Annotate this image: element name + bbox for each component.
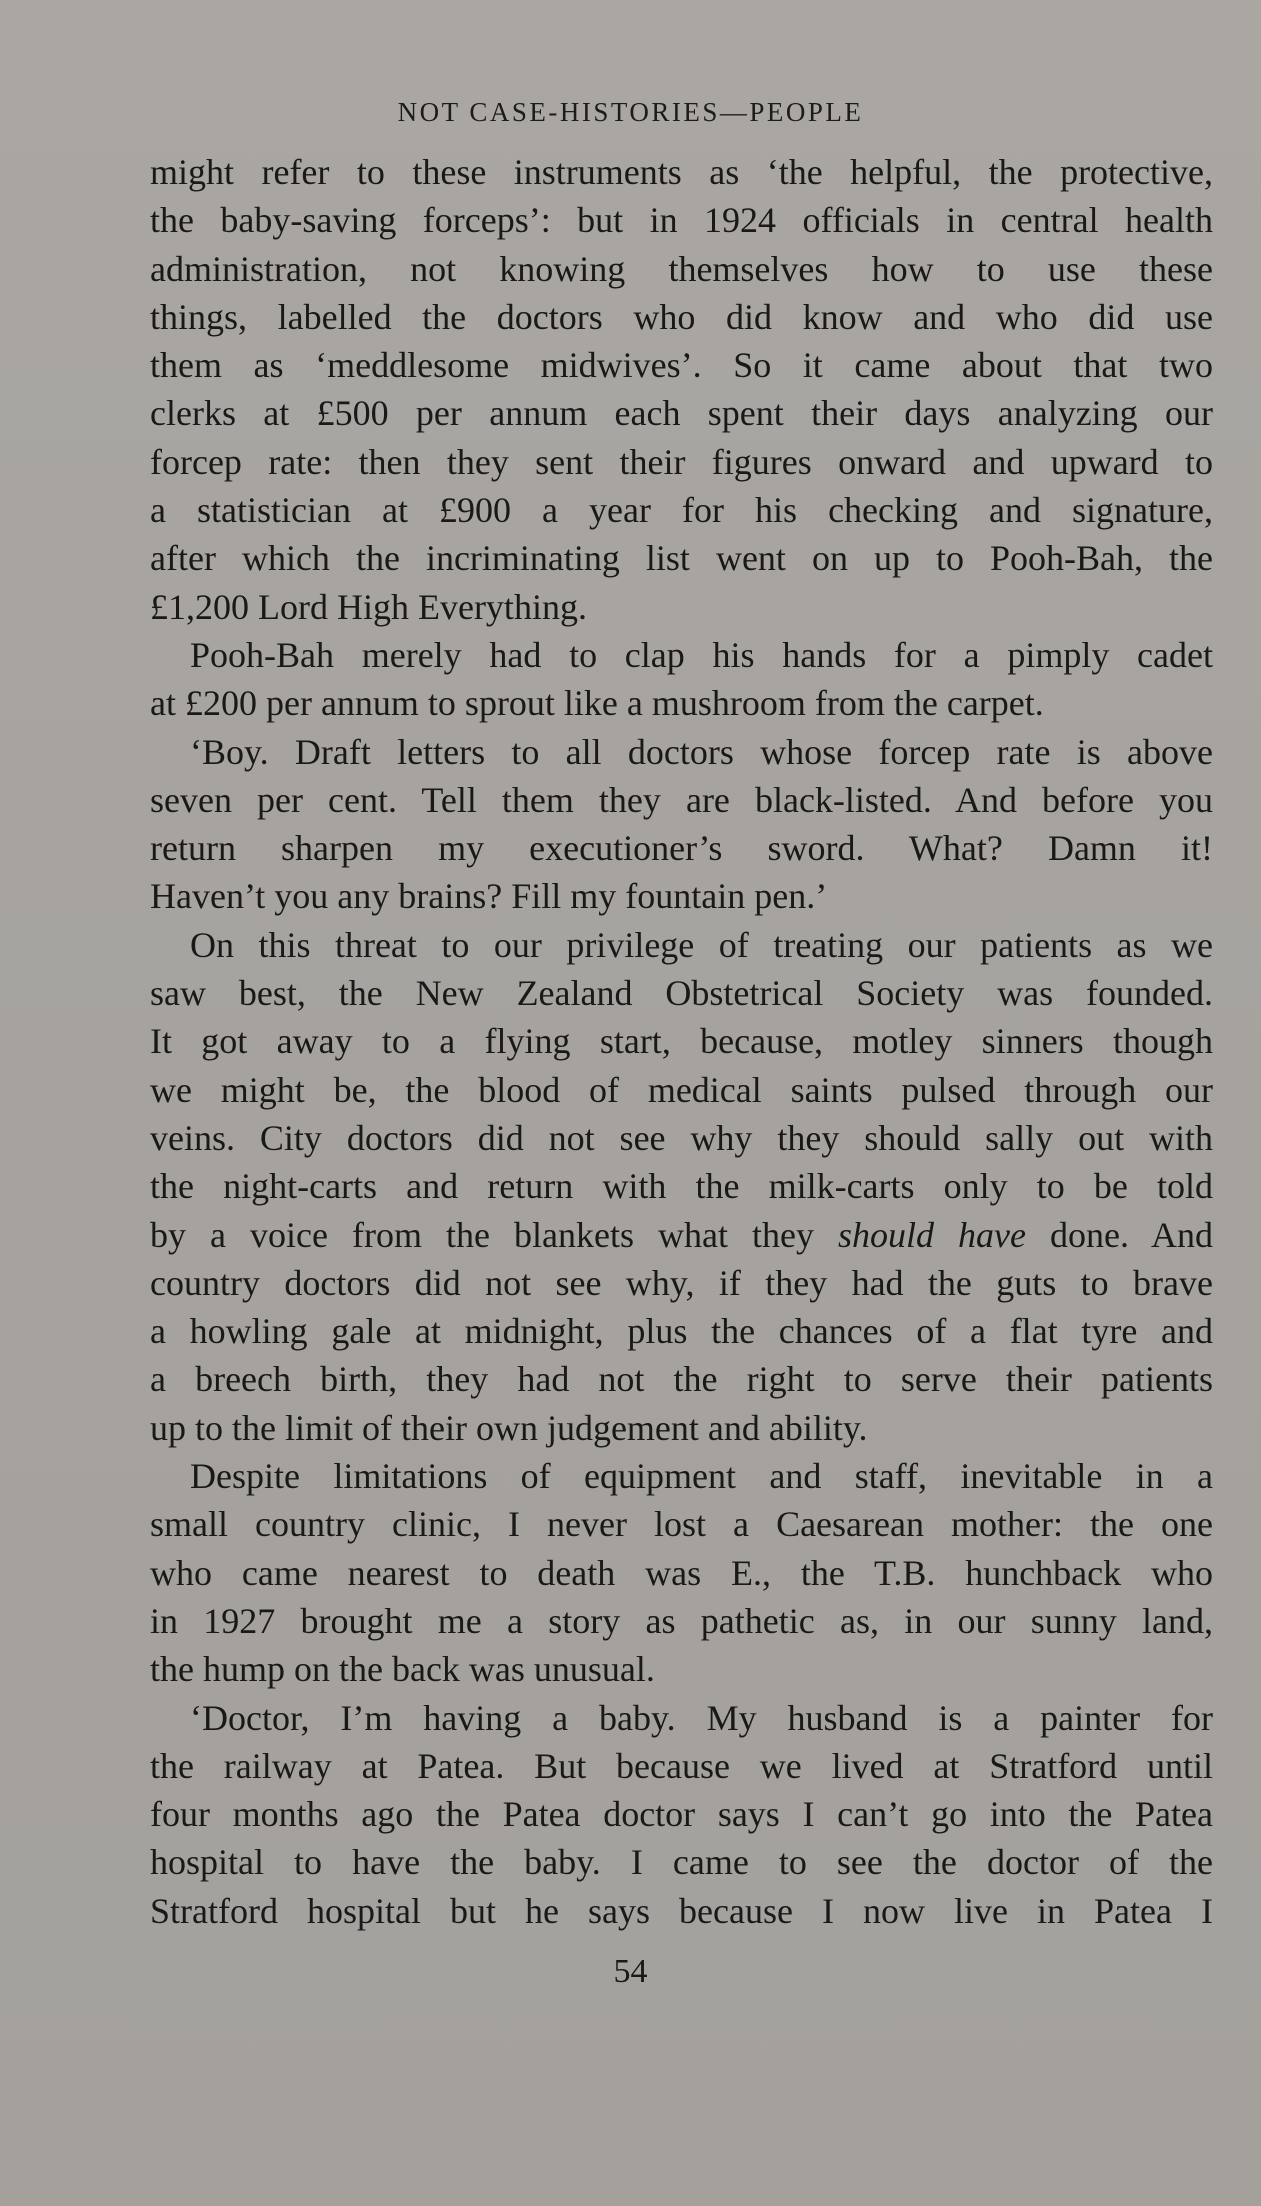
text-line: the night-carts and return with the milk-carts only to be told — [150, 1166, 1213, 1207]
paragraph — [150, 148, 1213, 631]
text-line: things, labelled the doctors who did know and who did use — [150, 296, 1213, 337]
text-line: Haven’t you any brains? Fill my fountain pen.’ — [150, 876, 828, 917]
text-line: country doctors did not see why, if they had the guts to brave — [150, 1262, 1213, 1303]
text-line: Despite limitations of equipment and staff, inevitable in a — [190, 1456, 1213, 1497]
paragraph — [150, 1694, 1213, 1935]
text-line: small country clinic, I never lost a Caesarean mother: the one — [150, 1504, 1213, 1545]
text-line: On this threat to our privilege of treating our patients as we — [190, 924, 1213, 965]
paragraph — [150, 1452, 1213, 1693]
text-line: veins. City doctors did not see why they should sally out with — [150, 1117, 1213, 1158]
text-line: clerks at £500 per annum each spent their days analyzing our — [150, 393, 1213, 434]
text-line: the baby-saving forceps’: but in 1924 officials in central health — [150, 200, 1213, 241]
text-line: after which the incriminating list went on up to Pooh-Bah, the — [150, 538, 1213, 579]
text-line: four months ago the Patea doctor says I can’t go into the Patea — [150, 1794, 1213, 1835]
text-line: Stratford hospital but he says because I now live in Patea I — [150, 1890, 1213, 1931]
text-line: Pooh-Bah merely had to clap his hands for a pimply cadet — [190, 634, 1213, 675]
text-line: who came nearest to death was E., the T.B. hunchback who — [150, 1552, 1213, 1593]
text-line: hospital to have the baby. I came to see the doctor of the — [150, 1842, 1213, 1883]
text-line: £1,200 Lord High Everything. — [150, 586, 587, 627]
text-line: we might be, the blood of medical saints pulsed through our — [150, 1069, 1213, 1110]
text-line: forcep rate: then they sent their figures onward and upward to — [150, 441, 1213, 482]
text-line: a howling gale at midnight, plus the chances of a flat tyre and — [150, 1311, 1213, 1352]
text-line: up to the limit of their own judgement and ability. — [150, 1407, 868, 1448]
text-line: It got away to a flying start, because, motley sinners though — [150, 1021, 1213, 1062]
text-line: the railway at Patea. But because we lived at Stratford until — [150, 1745, 1213, 1786]
text-line: saw best, the New Zealand Obstetrical Society was founded. — [150, 973, 1213, 1014]
text-line: a statistician at £900 a year for his checking and signature, — [150, 490, 1213, 531]
text-line: administration, not knowing themselves how to use these — [150, 248, 1213, 289]
text-line: the hump on the back was unusual. — [150, 1649, 655, 1690]
running-head: NOT CASE-HISTORIES—PEOPLE — [397, 97, 864, 127]
paragraph — [150, 631, 1213, 728]
text-line: seven per cent. Tell them they are black-listed. And before you — [150, 779, 1213, 820]
text-line: them as ‘meddlesome midwives’. So it came about that two — [150, 345, 1213, 386]
body-text — [150, 148, 1213, 1935]
text-line: ‘Boy. Draft letters to all doctors whose forcep rate is above — [190, 731, 1213, 772]
text-line: might refer to these instruments as ‘the helpful, the protective, — [150, 152, 1213, 192]
text-line: a breech birth, they had not the right to serve their patients — [150, 1359, 1213, 1400]
text-line: at £200 per annum to sprout like a mushroom from the carpet. — [150, 683, 1044, 724]
text-line: ‘Doctor, I’m having a baby. My husband is a painter for — [190, 1697, 1213, 1738]
emphasis: should have — [837, 1214, 1026, 1255]
text-line: in 1927 brought me a story as pathetic as, in our sunny land, — [150, 1600, 1213, 1641]
text-line: by a voice from the blankets what they should have done. And — [150, 1214, 1214, 1255]
paragraph — [150, 728, 1213, 921]
page-number: 54 — [613, 1953, 648, 1990]
paragraph — [150, 921, 1213, 1452]
text-line: return sharpen my executioner’s sword. What? Damn it! — [150, 828, 1213, 869]
